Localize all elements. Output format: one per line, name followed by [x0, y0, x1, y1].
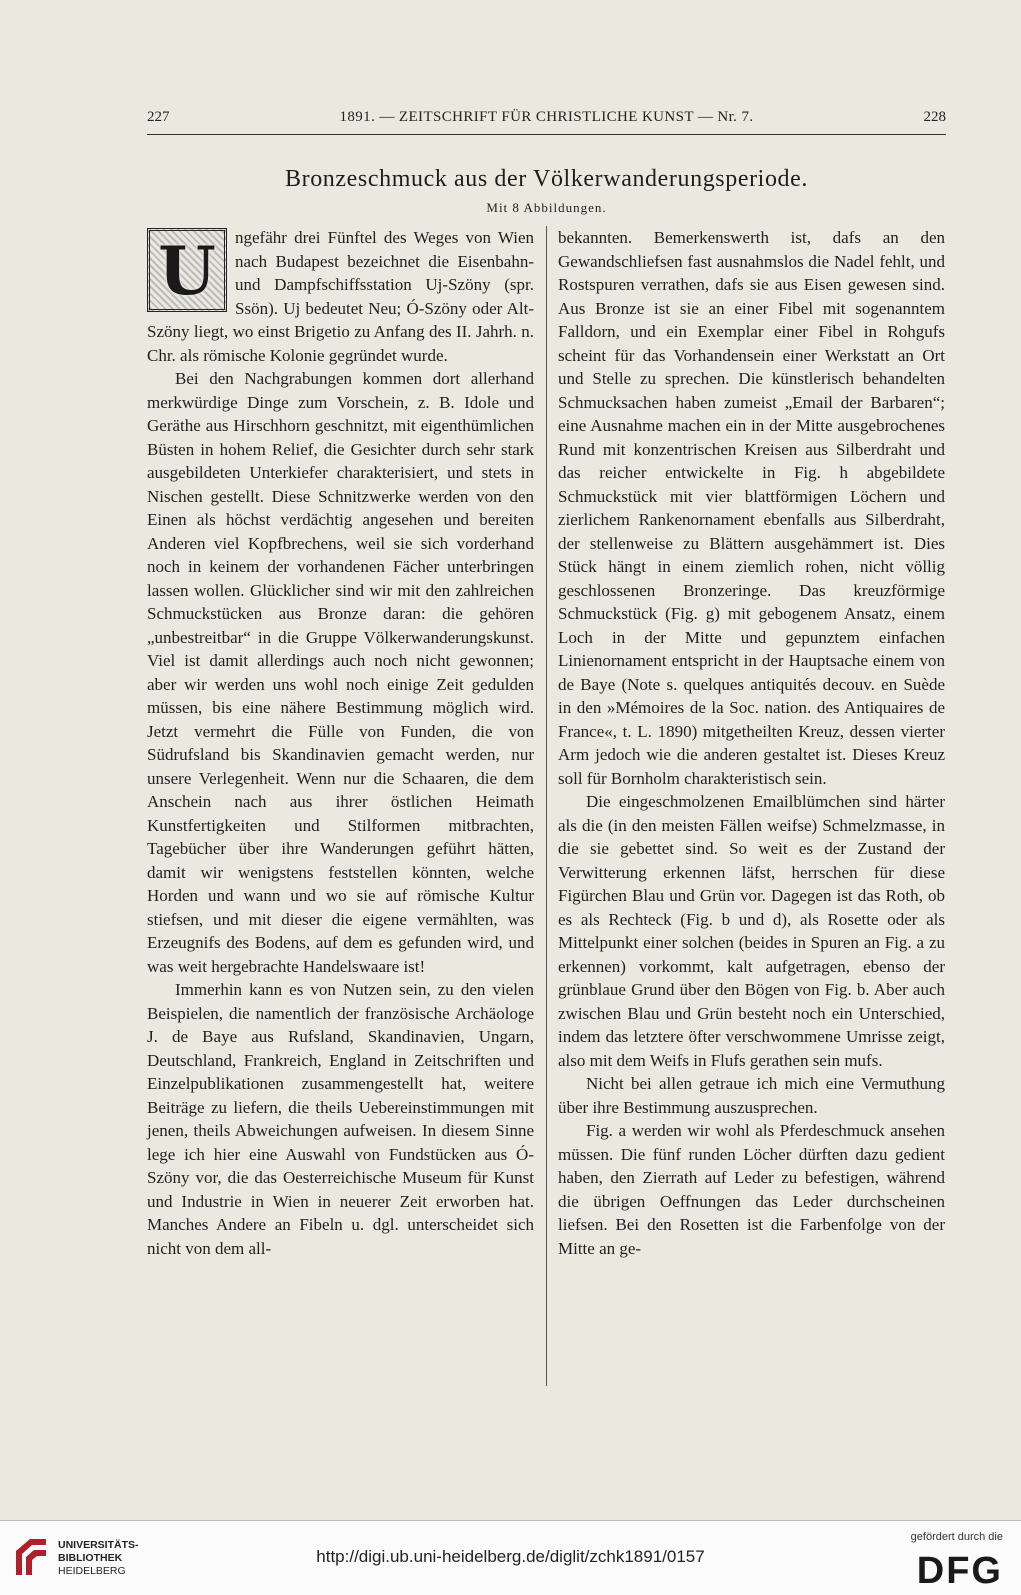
initial-letter: U [158, 232, 216, 310]
library-name-line: HEIDELBERG [58, 1565, 126, 1577]
paragraph: Fig. a werden wir wohl als Pferdeschmuck ansehen müssen. Die fünf runden Löcher dürften dazu gedient haben, den Zierrath auf Leder zu befestigen, während die übrigen Oeffnungen das Leder durchscheinen liefsen. Bei den Rosetten ist die Farbenfolge von der Mitte an ge- [558, 1121, 945, 1258]
library-name-line: UNIVERSITÄTS- [58, 1539, 139, 1551]
page-number-left: 227 [147, 109, 170, 125]
right-column [558, 226, 945, 1260]
running-header [147, 104, 946, 135]
decorated-initial [147, 228, 227, 312]
column-divider [546, 226, 547, 1386]
paragraph: Die eingeschmolzenen Emailblümchen sind härter als die (in den meisten Fällen weifse) Schmelzmasse, in die sie gebettet sind. So weit es der Zustand der Verwitterung erkennen läfst, herrschen für diese Figürchen Blau und Grün vor. Dagegen ist das Roth, ob es als Rechteck (Fig. b und d), als Rosette oder als Mittelpunkt einer solchen (beides in Spuren an Fig. a zu erkennen) vorkommt, kalt aufgetragen, ebenso der grünblaue Grund über den Bögen von Fig. b. Aber auch zwischen Blau und Grün besteht noch ein Unterschied, indem das letztere öfter verschwommene Umrisse zeigt, also mit dem Weifs in Flufs gerathen sein mufs. [558, 792, 945, 1070]
paragraph: ngefähr drei Fünftel des Weges von Wien nach Budapest bezeichnet die Eisenbahn- und Dampfschiffsstation Uj-Szöny (spr. Ssön). Uj bedeutet Neu; Ó-Szöny oder Alt-Szöny liegt, wo einst Brigetio zu Anfang des II. Jahrh. n. Chr. als römische Kolonie gegründet wurde. [147, 228, 534, 365]
digitization-footer [0, 1520, 1021, 1595]
permalink-url[interactable]: http://digi.ub.uni-heidelberg.de/diglit/zchk1891/0157 [316, 1547, 705, 1566]
library-name [58, 1539, 139, 1578]
article-title: Bronzeschmuck aus der Völkerwanderungsperiode. [285, 166, 808, 192]
paragraph: Immerhin kann es von Nutzen sein, zu den vielen Beispielen, die namentlich der französische Archäologe J. de Baye aus Rufsland, Skandinavien, Ungarn, Deutschland, Frankreich, England in Zeitschriften und Einzelpublikationen zusammengestellt hat, weitere Beiträge zu liefern, die theils Uebereinstimmungen mit jenen, theils Abweichungen aufweisen. In diesem Sinne lege ich hier eine Auswahl von Fundstücken aus Ó-Szöny vor, die das Oesterreichische Museum für Kunst und Industrie in Wien in neuerer Zeit erworben hat. Manches Andere an Fibeln u. dgl. unterscheidet sich nicht von dem all- [147, 980, 534, 1258]
paragraph: Bei den Nachgrabungen kommen dort allerhand merkwürdige Dinge zum Vorschein, z. B. Idole und Geräthe aus Hirschhorn geschnitzt, mit eigenthümlichen Büsten in hohem Relief, die Gesichter durch sehr stark ausgebildeten Unterkiefer charakterisiert, und stets in Nischen gestellt. Diese Schnitzwerke werden von den Einen als höchst verdächtig angesehen und bereiten Anderen viel Kopfbrechens, weil sie sich vorderhand noch in keinem der vorhandenen Fächer unterbringen lassen wollen. Glücklicher sind wir mit den zahlreichen Schmuckstücken aus Bronze daran: die gehören „unbestreitbar“ in die Gruppe Völkerwanderungskunst. Viel ist damit allerdings auch noch nicht gewonnen; aber wir werden uns wohl noch einige Zeit gedulden müssen, bis eine nähere Bestimmung möglich wird. Jetzt vermehrt die Fülle von Funden, die von Südrufsland bis Skandinavien gemacht werden, nur unsere Verlegenheit. Wenn nur die Schaaren, die dem Anschein nach aus ihrer östlichen Heimath Kunstfertigkeiten und Stilformen mitbrachten, Tagebücher über ihre Wanderungen geführt hätten, damit wir wenigstens feststellen könnten, welche Horden und wann und wo sie auf römische Kultur stiefsen, und mit dieser die eigene vermählten, was Erzeugnifs des Bodens, auf dem es gefunden wird, und was weit hergebrachte Handelswaare ist! [147, 369, 534, 976]
funder-caption: gefördert durch die [910, 1531, 1003, 1543]
article-subtitle: Mit 8 Abbildungen. [486, 200, 607, 215]
paragraph: Nicht bei allen getraue ich mich eine Vermuthung über ihre Bestimmung auszusprechen. [558, 1074, 945, 1117]
journal-heading: 1891. — ZEITSCHRIFT FÜR CHRISTLICHE KUNST — Nr. 7. [339, 109, 754, 125]
dfg-logo: DFG [916, 1550, 1003, 1592]
library-logo-icon [12, 1535, 50, 1579]
left-column [147, 226, 534, 1260]
library-name-line: BIBLIOTHEK [58, 1552, 123, 1564]
paragraph: bekannten. Bemerkenswerth ist, dafs an den Gewandschliefsen fast ausnahmslos die Nadel fehlt, und Rostspuren verrathen, dafs sie aus Eisen gewesen sind. Aus Bronze ist sie an einer Fibel mit sogenanntem Falldorn, und ein Exemplar einer Fibel in Rohgufs scheint für das Vorhandensein einer Werkstatt an Ort und Stelle zu sprechen. Die künstlerisch behandelten Schmucksachen haben zumeist „Email der Barbaren“; eine Ausnahme machen ein in der Mitte ausgebrochenes Rund mit konzentrischen Kreisen aus Silberdraht und das reicher entwickelte in Fig. h abgebildete Schmuckstück mit vier blattförmigen Löchern und zierlichem Rankenornament ebenfalls aus Silberdraht, der stellenweise zu Blättern ausgehämmert ist. Dies Stück hängt in einem ziemlich rohen, nicht völlig geschlossenen Bronzeringe. Das kreuzförmige Schmuckstück (Fig. g) mit gebogenem Ansatz, einem Loch in der Mitte und gepunztem einfachen Linienornament entspricht in der Hauptsache einem von de Baye (Note s. quelques antiquités decouv. en Suède in den »Mémoires de la Soc. nation. des Antiquaires de France«, t. L. 1890) mitgetheilten Kreuz, dessen vierter Arm jedoch wie die anderen gestaltet ist. Dieses Kreuz soll für Bornholm charakteristisch sein. [558, 228, 945, 788]
page-number-right: 228 [923, 109, 946, 125]
